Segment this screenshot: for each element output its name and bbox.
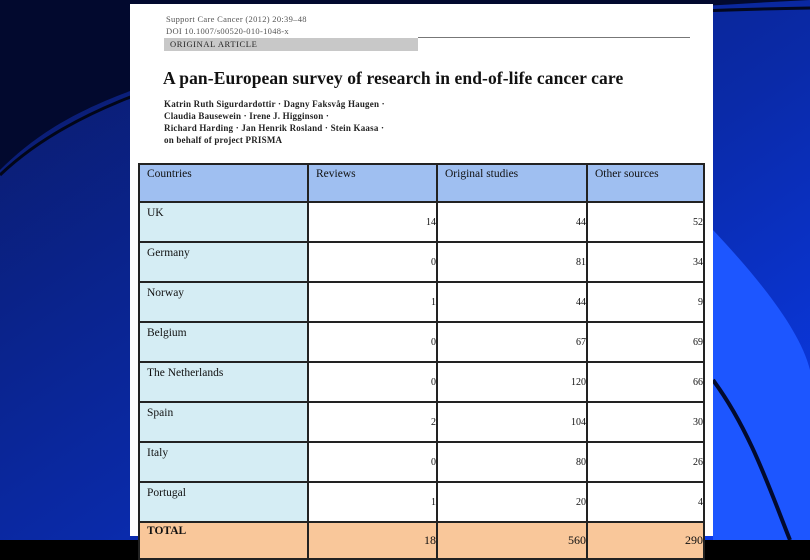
table-row	[139, 242, 704, 282]
header-countries: Countries	[139, 164, 308, 202]
header-reviews: Reviews	[308, 164, 437, 202]
reviews-cell: 0	[308, 362, 437, 402]
reviews-cell: 14	[308, 202, 437, 242]
table-row	[139, 402, 704, 442]
reviews-cell: 0	[308, 322, 437, 362]
country-cell: Norway	[139, 282, 308, 322]
reviews-cell: 1	[308, 282, 437, 322]
table-row	[139, 282, 704, 322]
country-cell: Spain	[139, 402, 308, 442]
author-line: Claudia Bausewein · Irene J. Higginson ·	[164, 111, 330, 121]
other-cell: 66	[587, 362, 704, 402]
other-cell: 9	[587, 282, 704, 322]
table-header-row	[139, 164, 704, 202]
other-cell: 69	[587, 322, 704, 362]
original-cell: 44	[437, 202, 587, 242]
table-row	[139, 202, 704, 242]
author-list	[164, 98, 385, 146]
survey-table	[138, 163, 705, 560]
original-cell: 80	[437, 442, 587, 482]
journal-citation: Support Care Cancer (2012) 20:39–48	[166, 14, 307, 24]
reviews-cell: 0	[308, 242, 437, 282]
header-other-sources: Other sources	[587, 164, 704, 202]
original-cell: 104	[437, 402, 587, 442]
country-cell: Italy	[139, 442, 308, 482]
original-cell: 81	[437, 242, 587, 282]
section-band	[164, 38, 418, 51]
table-row	[139, 362, 704, 402]
original-cell: 67	[437, 322, 587, 362]
reviews-cell: 1	[308, 482, 437, 522]
total-label: TOTAL	[139, 522, 308, 559]
header-original-studies: Original studies	[437, 164, 587, 202]
country-cell: Belgium	[139, 322, 308, 362]
author-line: on behalf of project PRISMA	[164, 135, 283, 145]
total-other: 290	[587, 522, 704, 559]
other-cell: 52	[587, 202, 704, 242]
total-reviews: 18	[308, 522, 437, 559]
table-row	[139, 322, 704, 362]
original-cell: 44	[437, 282, 587, 322]
other-cell: 26	[587, 442, 704, 482]
author-line: Katrin Ruth Sigurdardottir · Dagny Faksvåg Haugen ·	[164, 99, 385, 109]
table-row	[139, 442, 704, 482]
total-row	[139, 522, 704, 559]
header-rule	[418, 37, 690, 38]
other-cell: 34	[587, 242, 704, 282]
reviews-cell: 0	[308, 442, 437, 482]
country-cell: UK	[139, 202, 308, 242]
doi-line: DOI 10.1007/s00520-010-1048-x	[166, 26, 289, 36]
author-line: Richard Harding · Jan Henrik Rosland · Stein Kaasa ·	[164, 123, 385, 133]
table-row	[139, 482, 704, 522]
reviews-cell: 2	[308, 402, 437, 442]
other-cell: 30	[587, 402, 704, 442]
other-cell: 4	[587, 482, 704, 522]
original-cell: 120	[437, 362, 587, 402]
article-title: A pan-European survey of research in end-of-life cancer care	[163, 68, 624, 88]
country-cell: Germany	[139, 242, 308, 282]
original-cell: 20	[437, 482, 587, 522]
total-original: 560	[437, 522, 587, 559]
country-cell: The Netherlands	[139, 362, 308, 402]
section-label: ORIGINAL ARTICLE	[170, 39, 258, 49]
country-cell: Portugal	[139, 482, 308, 522]
